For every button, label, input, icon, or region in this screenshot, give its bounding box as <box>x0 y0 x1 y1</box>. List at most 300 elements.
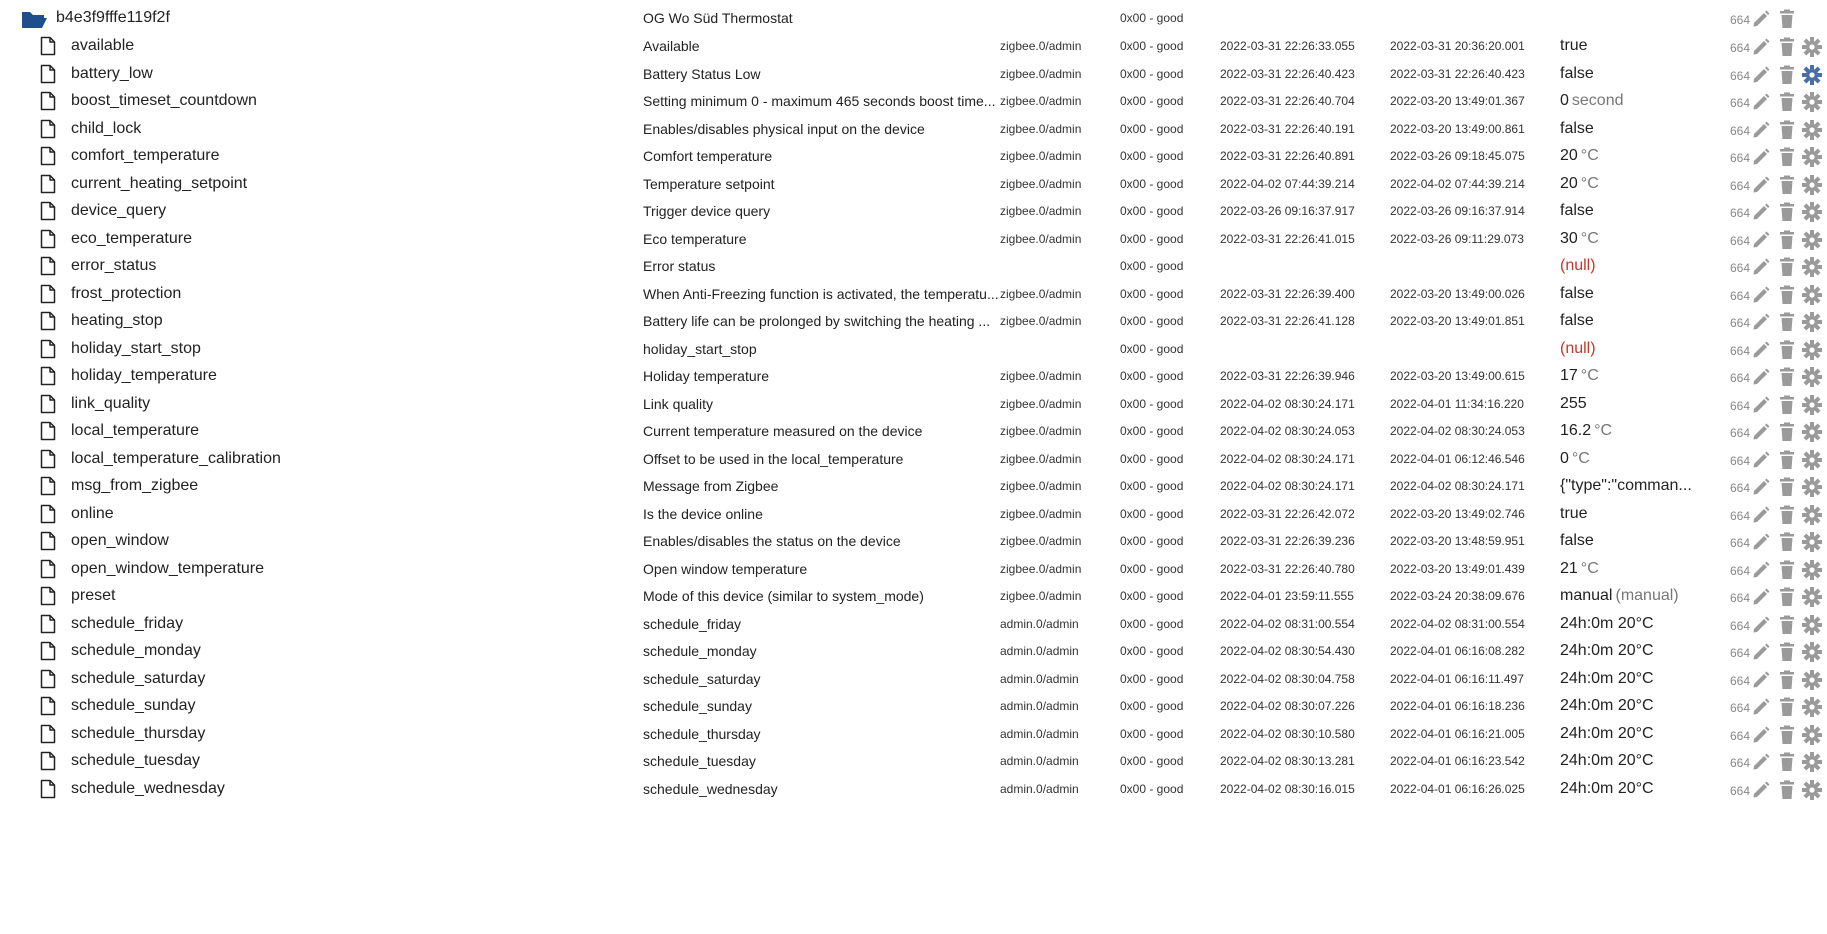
state-timestamp: 2022-03-31 22:26:40.704 <box>1220 94 1355 108</box>
state-acl: 664 <box>1729 453 1750 468</box>
state-role: admin.0/admin <box>1000 671 1079 686</box>
state-id: local_temperature <box>71 422 200 439</box>
pencil-icon[interactable] <box>1750 449 1772 471</box>
state-timestamp: 2022-03-31 22:26:40.891 <box>1220 149 1355 163</box>
value-null: (null) <box>1560 339 1596 357</box>
trash-icon[interactable] <box>1776 504 1798 526</box>
value-text: 0 <box>1560 449 1569 467</box>
state-acl: 664 <box>1729 178 1750 193</box>
state-name: schedule_sunday <box>643 698 752 714</box>
value-unit: °C <box>1580 147 1599 164</box>
state-role: zigbee.0/admin <box>1000 506 1082 521</box>
trash-icon[interactable] <box>1776 751 1798 773</box>
state-id: online <box>71 504 114 522</box>
state-status: 0x00 - good <box>1120 644 1184 658</box>
value-text: 24h:0m 20°C <box>1560 697 1654 714</box>
state-role: zigbee.0/admin <box>1000 39 1082 53</box>
state-id: heating_stop <box>71 312 163 329</box>
state-acl: 664 <box>1729 233 1750 248</box>
state-timestamp: 2022-04-01 23:59:11.555 <box>1220 589 1354 603</box>
state-name: Is the device online <box>643 505 763 522</box>
state-status: 0x00 - good <box>1120 286 1184 301</box>
state-last-change: 2022-04-01 06:16:18.236 <box>1390 699 1525 713</box>
state-name: Enables/disables the status on the device <box>643 533 901 549</box>
state-status: 0x00 - good <box>1120 39 1184 53</box>
gear-icon[interactable] <box>1801 339 1823 361</box>
state-id: schedule_saturday <box>71 669 206 687</box>
value-text: false <box>1560 532 1594 549</box>
gear-icon[interactable] <box>1801 366 1823 388</box>
gear-icon[interactable] <box>1801 696 1823 718</box>
state-timestamp: 2022-04-02 08:30:24.171 <box>1220 451 1355 466</box>
trash-icon[interactable] <box>1776 201 1798 223</box>
state-last-change: 2022-04-02 08:30:24.053 <box>1390 424 1525 438</box>
state-status: 0x00 - good <box>1120 781 1184 796</box>
gear-icon[interactable] <box>1801 256 1823 278</box>
state-last-change: 2022-03-20 13:49:00.615 <box>1390 369 1525 383</box>
trash-icon[interactable] <box>1776 641 1798 663</box>
state-name: Message from Zigbee <box>643 478 779 494</box>
state-status: 0x00 - good <box>1120 616 1184 631</box>
trash-icon[interactable] <box>1776 559 1798 581</box>
state-id: preset <box>71 587 116 604</box>
pencil-icon[interactable] <box>1750 229 1772 251</box>
state-name: Offset to be used in the local_temperature <box>643 450 904 467</box>
state-role: zigbee.0/admin <box>1000 396 1082 411</box>
pencil-icon[interactable] <box>1750 421 1772 443</box>
state-name: Error status <box>643 258 716 274</box>
state-timestamp: 2022-04-02 08:30:10.580 <box>1220 726 1355 741</box>
state-name: Eco temperature <box>643 230 747 247</box>
state-actions <box>1750 773 1827 805</box>
trash-icon[interactable] <box>1776 36 1798 58</box>
state-id: available <box>71 37 135 54</box>
trash-icon[interactable] <box>1776 586 1798 608</box>
pencil-icon[interactable] <box>1750 174 1772 196</box>
state-last-change: 2022-03-20 13:49:00.861 <box>1390 121 1525 136</box>
trash-icon[interactable] <box>1776 146 1798 168</box>
state-status: 0x00 - good <box>1120 424 1184 438</box>
trash-icon[interactable] <box>1776 669 1798 691</box>
trash-icon[interactable] <box>1776 229 1798 251</box>
state-name: Battery life can be prolonged by switching the heating ... <box>643 313 991 329</box>
state-role: admin.0/admin <box>1000 616 1079 631</box>
state-last-change: 2022-04-01 06:16:23.542 <box>1390 754 1525 768</box>
state-id: local_temperature_calibration <box>71 449 281 467</box>
value-unit: °C <box>1580 229 1599 247</box>
state-timestamp: 2022-04-02 08:30:24.171 <box>1220 479 1355 493</box>
pencil-icon[interactable] <box>1750 779 1772 801</box>
state-id: open_window_temperature <box>71 559 265 577</box>
gear-icon[interactable] <box>1801 724 1823 746</box>
state-status: 0x00 - good <box>1120 314 1184 328</box>
state-id: schedule_monday <box>71 642 201 659</box>
gear-icon[interactable] <box>1801 531 1823 553</box>
state-timestamp: 2022-04-02 08:30:54.430 <box>1220 644 1355 658</box>
gear-icon[interactable] <box>1801 394 1823 416</box>
state-acl: 664 <box>1729 371 1750 385</box>
state-timestamp: 2022-04-02 08:31:00.554 <box>1220 616 1355 631</box>
trash-icon[interactable] <box>1776 449 1798 471</box>
trash-icon[interactable] <box>1776 531 1798 553</box>
pencil-icon[interactable] <box>1750 476 1772 498</box>
gear-icon[interactable] <box>1801 559 1823 581</box>
state-status: 0x00 - good <box>1120 754 1184 768</box>
state-id: holiday_start_stop <box>71 339 201 357</box>
value-text: false <box>1560 284 1594 302</box>
value-text: 24h:0m 20°C <box>1560 752 1654 769</box>
state-id: comfort_temperature <box>71 147 220 164</box>
state-acl: 664 <box>1729 536 1750 550</box>
state-name: schedule_saturday <box>643 670 761 687</box>
state-timestamp: 2022-04-02 08:30:13.281 <box>1220 754 1355 768</box>
state-id: device_query <box>71 202 167 219</box>
device-name: OG Wo Süd Thermostat <box>643 10 793 26</box>
pencil-icon[interactable] <box>1750 36 1772 58</box>
state-status: 0x00 - good <box>1120 699 1184 713</box>
pencil-icon[interactable] <box>1750 641 1772 663</box>
gear-icon[interactable] <box>1801 64 1823 86</box>
pencil-icon[interactable] <box>1750 504 1772 526</box>
value-text: 17 <box>1560 367 1578 384</box>
state-acl: 664 <box>1729 673 1750 688</box>
gear-icon[interactable] <box>1801 146 1823 168</box>
value-text: true <box>1560 37 1588 54</box>
pencil-icon[interactable] <box>1750 91 1772 113</box>
pencil-icon[interactable] <box>1750 751 1772 773</box>
file-icon <box>40 773 62 805</box>
state-last-change: 2022-04-02 08:31:00.554 <box>1390 616 1525 631</box>
state-role: admin.0/admin <box>1000 699 1079 713</box>
pencil-icon[interactable] <box>1750 531 1772 553</box>
pencil-icon[interactable] <box>1750 366 1772 388</box>
state-role: zigbee.0/admin <box>1000 369 1082 383</box>
pencil-icon[interactable] <box>1750 586 1772 608</box>
state-status: 0x00 - good <box>1120 396 1184 411</box>
pencil-icon[interactable] <box>1750 724 1772 746</box>
trash-icon[interactable] <box>1776 724 1798 746</box>
value-text: 16.2 <box>1560 422 1592 439</box>
pencil-icon[interactable] <box>1750 146 1772 168</box>
pencil-icon[interactable] <box>1750 119 1772 141</box>
state-acl: 664 <box>1729 151 1750 165</box>
state-last-change: 2022-04-01 06:16:21.005 <box>1390 726 1525 741</box>
state-status: 0x00 - good <box>1120 534 1184 548</box>
gear-icon[interactable] <box>1801 421 1823 443</box>
gear-icon[interactable] <box>1801 174 1823 196</box>
state-status: 0x00 - good <box>1120 369 1184 383</box>
state-name: Link quality <box>643 395 714 412</box>
trash-icon[interactable] <box>1776 64 1798 86</box>
value-null: (null) <box>1560 257 1596 274</box>
gear-icon[interactable] <box>1801 91 1823 113</box>
trash-icon[interactable] <box>1776 339 1798 361</box>
pencil-icon[interactable] <box>1750 284 1772 306</box>
pencil-icon[interactable] <box>1750 311 1772 333</box>
state-name: Trigger device query <box>643 203 771 219</box>
trash-icon[interactable] <box>1776 696 1798 718</box>
state-last-change: 2022-03-26 09:11:29.073 <box>1390 231 1524 246</box>
state-status: 0x00 - good <box>1120 204 1184 218</box>
value-text: false <box>1560 64 1594 82</box>
state-last-change: 2022-04-02 08:30:24.171 <box>1390 479 1525 493</box>
gear-icon[interactable] <box>1801 504 1823 526</box>
gear-icon[interactable] <box>1801 641 1823 663</box>
trash-icon[interactable] <box>1776 366 1798 388</box>
trash-icon[interactable] <box>1776 394 1798 416</box>
value-text: false <box>1560 312 1594 329</box>
state-last-change: 2022-03-20 13:49:01.367 <box>1390 94 1525 108</box>
state-timestamp: 2022-03-31 22:26:33.055 <box>1220 39 1355 53</box>
state-acl: 664 <box>1729 426 1750 440</box>
value-text: true <box>1560 504 1588 522</box>
state-acl: 664 <box>1729 481 1750 495</box>
state-last-change: 2022-04-02 07:44:39.214 <box>1390 176 1525 191</box>
state-name: When Anti-Freezing function is activated, the temperatu... <box>643 285 999 302</box>
gear-icon[interactable] <box>1801 119 1823 141</box>
state-role: admin.0/admin <box>1000 781 1079 796</box>
pencil-icon[interactable] <box>1750 614 1772 636</box>
trash-icon[interactable] <box>1776 119 1798 141</box>
device-acl: 664 <box>1729 13 1750 27</box>
state-id: eco_temperature <box>71 229 192 247</box>
trash-icon[interactable] <box>1776 476 1798 498</box>
state-role: zigbee.0/admin <box>1000 149 1082 163</box>
state-status: 0x00 - good <box>1120 66 1184 81</box>
state-role: admin.0/admin <box>1000 644 1079 658</box>
state-last-change: 2022-04-01 06:16:26.025 <box>1390 781 1525 796</box>
value-unit: °C <box>1571 449 1590 467</box>
gear-icon[interactable] <box>1801 669 1823 691</box>
state-timestamp: 2022-04-02 07:44:39.214 <box>1220 176 1355 191</box>
state-last-change: 2022-04-01 11:34:16.220 <box>1390 396 1524 411</box>
state-status: 0x00 - good <box>1120 589 1184 603</box>
state-name: schedule_thursday <box>643 725 761 742</box>
state-id: msg_from_zigbee <box>71 477 199 494</box>
state-timestamp: 2022-04-02 08:30:16.015 <box>1220 781 1355 796</box>
state-name: Current temperature measured on the device <box>643 423 923 439</box>
state-status: 0x00 - good <box>1120 176 1184 191</box>
state-id: error_status <box>71 257 157 274</box>
trash-icon[interactable] <box>1776 614 1798 636</box>
state-acl: 664 <box>1729 783 1750 798</box>
value-text: manual <box>1560 587 1613 604</box>
value-unit: °C <box>1594 422 1613 439</box>
state-role: zigbee.0/admin <box>1000 286 1082 301</box>
state-role: zigbee.0/admin <box>1000 424 1082 438</box>
state-timestamp: 2022-03-31 22:26:41.128 <box>1220 314 1355 328</box>
state-value[interactable] <box>1560 773 1700 805</box>
pencil-icon[interactable] <box>1750 8 1772 30</box>
state-role: admin.0/admin <box>1000 754 1079 768</box>
state-last-change: 2022-04-01 06:12:46.546 <box>1390 451 1525 466</box>
value-text: 30 <box>1560 229 1578 247</box>
state-id: battery_low <box>71 64 153 82</box>
state-name: schedule_wednesday <box>643 780 778 797</box>
pencil-icon[interactable] <box>1750 696 1772 718</box>
state-row[interactable] <box>0 773 1827 805</box>
state-timestamp: 2022-04-02 08:30:24.053 <box>1220 424 1355 438</box>
state-id: schedule_wednesday <box>71 779 225 797</box>
value-text: 0 <box>1560 92 1569 109</box>
state-role: zigbee.0/admin <box>1000 231 1082 246</box>
state-id: boost_timeset_countdown <box>71 92 257 109</box>
value-unit: °C <box>1580 559 1599 577</box>
state-timestamp: 2022-03-31 22:26:39.400 <box>1220 286 1355 301</box>
value-unit: °C <box>1580 174 1599 192</box>
value-text: {"type":"comman... <box>1560 477 1692 494</box>
state-id: schedule_thursday <box>71 724 206 742</box>
pencil-icon[interactable] <box>1750 559 1772 581</box>
trash-icon[interactable] <box>1776 311 1798 333</box>
state-acl: 664 <box>1729 41 1750 55</box>
state-name: Battery Status Low <box>643 65 761 82</box>
state-status: 0x00 - good <box>1120 231 1184 246</box>
state-acl: 664 <box>1729 68 1750 83</box>
state-name: Temperature setpoint <box>643 175 775 192</box>
state-last-change: 2022-03-20 13:49:01.851 <box>1390 314 1525 328</box>
state-id: schedule_tuesday <box>71 752 200 769</box>
device-id: b4e3f9fffe119f2f <box>56 9 170 26</box>
gear-icon[interactable] <box>1801 449 1823 471</box>
state-name: Comfort temperature <box>643 148 773 164</box>
state-status: 0x00 - good <box>1120 479 1184 493</box>
state-id: open_window <box>71 532 169 549</box>
state-last-change: 2022-03-20 13:49:01.439 <box>1390 561 1525 576</box>
state-timestamp: 2022-04-02 08:30:04.758 <box>1220 671 1355 686</box>
state-role: zigbee.0/admin <box>1000 561 1082 576</box>
state-acl: 664 <box>1729 701 1750 715</box>
state-last-change: 2022-03-20 13:49:02.746 <box>1390 506 1525 521</box>
gear-icon[interactable] <box>1801 311 1823 333</box>
trash-icon[interactable] <box>1776 174 1798 196</box>
state-id: link_quality <box>71 394 151 412</box>
value-text: 24h:0m 20°C <box>1560 614 1654 632</box>
pencil-icon[interactable] <box>1750 256 1772 278</box>
pencil-icon[interactable] <box>1750 339 1772 361</box>
state-id: frost_protection <box>71 284 182 302</box>
state-name: schedule_tuesday <box>643 753 756 769</box>
state-name: holiday_start_stop <box>643 340 757 357</box>
state-acl: 664 <box>1729 728 1750 743</box>
gear-icon[interactable] <box>1801 229 1823 251</box>
gear-icon[interactable] <box>1801 779 1823 801</box>
state-id: current_heating_setpoint <box>71 174 248 192</box>
state-name: Available <box>643 38 700 54</box>
state-acl: 664 <box>1729 261 1750 275</box>
state-acl: 664 <box>1729 618 1750 633</box>
state-timestamp: 2022-03-31 22:26:42.072 <box>1220 506 1355 521</box>
state-last-change: 2022-04-01 06:16:08.282 <box>1390 644 1525 658</box>
state-role: zigbee.0/admin <box>1000 451 1082 466</box>
state-role: zigbee.0/admin <box>1000 204 1082 218</box>
state-acl: 664 <box>1729 288 1750 303</box>
state-status: 0x00 - good <box>1120 561 1184 576</box>
pencil-icon[interactable] <box>1750 201 1772 223</box>
value-text: 24h:0m 20°C <box>1560 724 1654 742</box>
gear-icon[interactable] <box>1801 751 1823 773</box>
gear-icon[interactable] <box>1801 284 1823 306</box>
pencil-icon[interactable] <box>1750 669 1772 691</box>
state-id: child_lock <box>71 119 142 137</box>
state-status: 0x00 - good <box>1120 341 1184 356</box>
state-acl: 664 <box>1729 96 1750 110</box>
trash-icon[interactable] <box>1776 284 1798 306</box>
state-last-change: 2022-03-20 13:49:00.026 <box>1390 286 1525 301</box>
gear-icon[interactable] <box>1801 201 1823 223</box>
state-timestamp: 2022-03-31 22:26:39.946 <box>1220 369 1355 383</box>
state-name: Mode of this device (similar to system_mode) <box>643 588 924 604</box>
state-timestamp: 2022-03-31 22:26:41.015 <box>1220 231 1355 246</box>
state-role: admin.0/admin <box>1000 726 1079 741</box>
value-text: 21 <box>1560 559 1578 577</box>
value-text: 20 <box>1560 147 1578 164</box>
trash-icon[interactable] <box>1776 779 1798 801</box>
state-timestamp: 2022-03-31 22:26:40.191 <box>1220 121 1355 136</box>
trash-icon[interactable] <box>1776 91 1798 113</box>
state-status: 0x00 - good <box>1120 671 1184 686</box>
state-role: zigbee.0/admin <box>1000 121 1082 136</box>
state-last-change: 2022-03-26 09:16:37.914 <box>1390 204 1525 218</box>
state-last-change: 2022-03-24 20:38:09.676 <box>1390 589 1525 603</box>
state-status: 0x00 - good <box>1120 726 1184 741</box>
state-id: schedule_friday <box>71 614 184 632</box>
gear-icon[interactable] <box>1801 614 1823 636</box>
gear-icon[interactable] <box>1801 586 1823 608</box>
state-acl: 664 <box>1729 123 1750 138</box>
state-role: zigbee.0/admin <box>1000 589 1082 603</box>
trash-icon[interactable] <box>1776 421 1798 443</box>
value-unit: second <box>1571 92 1624 109</box>
state-status: 0x00 - good <box>1120 94 1184 108</box>
state-acl: 664 <box>1729 508 1750 523</box>
state-name: Open window temperature <box>643 560 808 577</box>
state-acl: 664 <box>1729 398 1750 413</box>
trash-icon[interactable] <box>1776 8 1798 30</box>
state-acl: 664 <box>1729 646 1750 660</box>
value-text: false <box>1560 202 1594 219</box>
state-name: schedule_friday <box>643 615 742 632</box>
state-name: Enables/disables physical input on the device <box>643 120 925 137</box>
state-role: zigbee.0/admin <box>1000 314 1082 328</box>
state-acl: 664 <box>1729 563 1750 578</box>
state-timestamp: 2022-03-31 22:26:39.236 <box>1220 534 1355 548</box>
state-status: 0x00 - good <box>1120 149 1184 163</box>
trash-icon[interactable] <box>1776 256 1798 278</box>
state-status: 0x00 - good <box>1120 451 1184 466</box>
state-last-change: 2022-04-01 06:16:11.497 <box>1390 671 1524 686</box>
state-name: schedule_monday <box>643 643 757 659</box>
pencil-icon[interactable] <box>1750 64 1772 86</box>
device-status: 0x00 - good <box>1120 11 1184 25</box>
state-status: 0x00 - good <box>1120 259 1184 273</box>
state-timestamp: 2022-03-26 09:16:37.917 <box>1220 204 1355 218</box>
state-acl: 664 <box>1729 591 1750 605</box>
state-acl: 664 <box>1729 343 1750 358</box>
value-text: false <box>1560 119 1594 137</box>
state-last-change: 2022-03-26 09:18:45.075 <box>1390 149 1525 163</box>
state-role: zigbee.0/admin <box>1000 534 1082 548</box>
gear-icon[interactable] <box>1801 476 1823 498</box>
value-text: 24h:0m 20°C <box>1560 642 1654 659</box>
state-timestamp: 2022-04-02 08:30:24.171 <box>1220 396 1355 411</box>
state-role: zigbee.0/admin <box>1000 479 1082 493</box>
pencil-icon[interactable] <box>1750 394 1772 416</box>
state-acl: 664 <box>1729 316 1750 330</box>
state-id: holiday_temperature <box>71 367 217 384</box>
value-text: 24h:0m 20°C <box>1560 669 1654 687</box>
gear-icon[interactable] <box>1801 36 1823 58</box>
